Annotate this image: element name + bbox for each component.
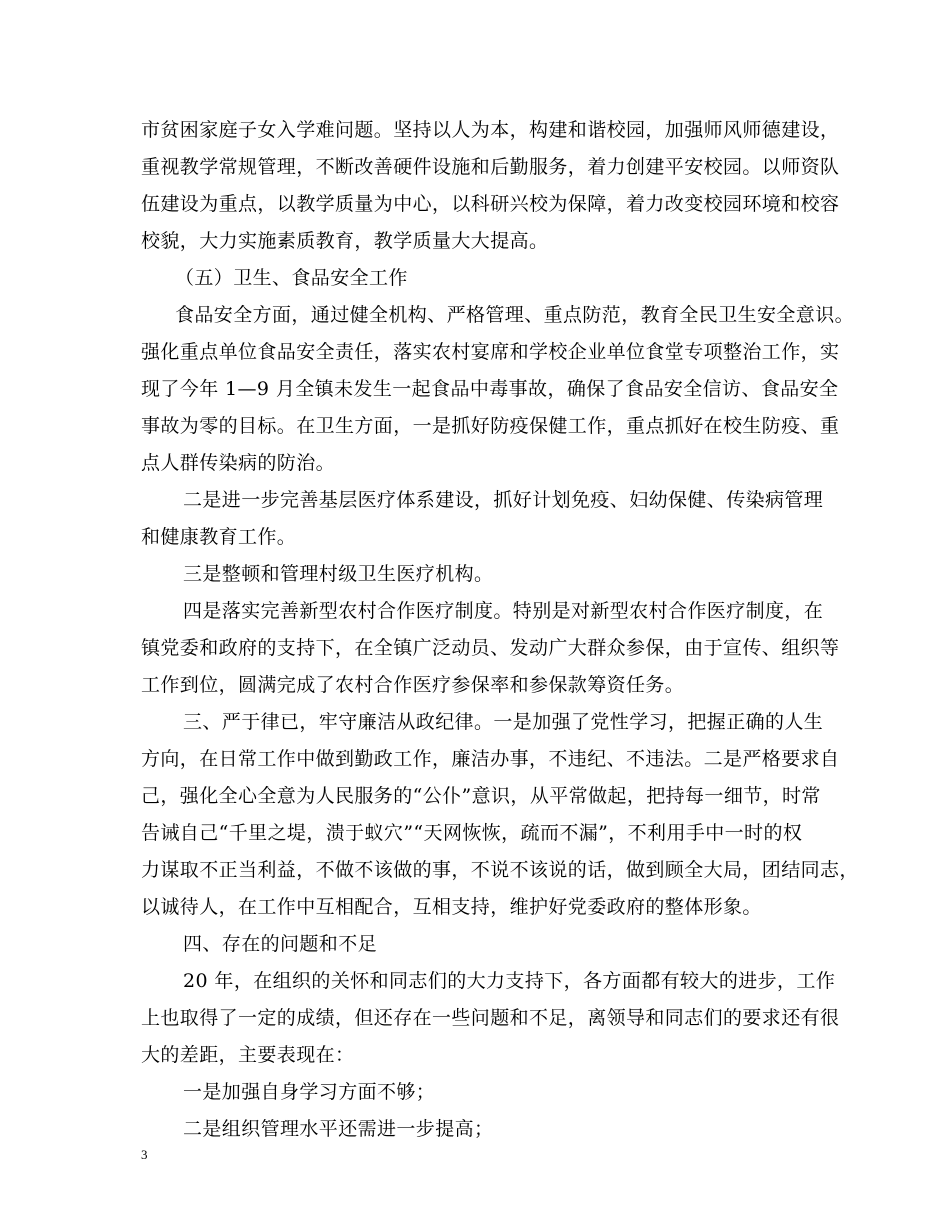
text-line: 三、严于律已，牢守廉洁从政纪律。一是加强了党性学习，把握正确的人生 — [183, 711, 824, 733]
text-line: 以诚待人，在工作中互相配合，互相支持，维护好党委政府的整体形象。 — [141, 896, 762, 918]
text-line: 强化重点单位食品安全责任，落实农村宴席和学校企业单位食堂专项整治工作，实 — [141, 341, 840, 363]
text-line: 力谋取不正当利益，不做不该做的事，不说不该说的话，做到顾全大局，团结同志， — [141, 859, 859, 881]
text-line: 己，强化全心全意为人民服务的“公仆”意识，从平常做起，把持每一细节，时常 — [141, 785, 821, 807]
text-line: 工作到位，圆满完成了农村合作医疗参保率和参保款筹资任务。 — [141, 674, 685, 696]
text-line: 二是组织管理水平还需进一步提高； — [183, 1118, 494, 1140]
text-line: 镇党委和政府的支持下，在全镇广泛动员、发动广大群众参保，由于宣传、组织等 — [141, 637, 840, 659]
section-heading: （五）卫生、食品安全工作 — [175, 267, 408, 289]
text-line: 上也取得了一定的成绩，但还存在一些问题和不足，离领导和同志们的要求还有很 — [141, 1007, 840, 1029]
text-line: 二是进一步完善基层医疗体系建设，抓好计划免疫、妇幼保健、传染病管理 — [183, 489, 824, 511]
text-line: 方向，在日常工作中做到勤政工作，廉洁办事，不违纪、不违法。二是严格要求自 — [141, 748, 840, 770]
text-line: 点人群传染病的防治。 — [141, 452, 336, 474]
text-line: 现了今年 1—9 月全镇未发生一起食品中毒事故，确保了食品安全信访、食品安全 — [141, 378, 839, 400]
text-line: 告诫自己“千里之堤，溃于蚁穴”“天网恢恢，疏而不漏”，不利用手中一时的权 — [141, 822, 803, 844]
text-line: 重视教学常规管理，不断改善硬件设施和后勤服务，着力创建平安校园。以师资队 — [141, 156, 840, 178]
text-line: 校貌，大力实施素质教育，教学质量大大提高。 — [141, 230, 549, 252]
text-line: 20 年，在组织的关怀和同志们的大力支持下，各方面都有较大的进步，工作 — [183, 970, 836, 992]
text-line: 市贫困家庭子女入学难问题。坚持以人为本，构建和谐校园，加强师风师德建设， — [141, 119, 840, 141]
text-line: 事故为零的目标。在卫生方面，一是抓好防疫保健工作，重点抓好在校生防疫、重 — [141, 415, 840, 437]
text-line: 食品安全方面，通过健全机构、严格管理、重点防范，教育全民卫生安全意识。 — [175, 304, 855, 326]
page-number: 3 — [141, 1147, 148, 1162]
text-line: 伍建设为重点，以教学质量为中心，以科研兴校为保障，着力改变校园环境和校容 — [141, 193, 840, 215]
text-line: 大的差距，主要表现在： — [141, 1044, 355, 1066]
text-line: 三是整顿和管理村级卫生医疗机构。 — [183, 563, 494, 585]
text-line: 一是加强自身学习方面不够； — [183, 1081, 436, 1103]
section-heading: 四、存在的问题和不足 — [183, 933, 378, 955]
text-line: 四是落实完善新型农村合作医疗制度。特别是对新型农村合作医疗制度，在 — [183, 600, 824, 622]
text-line: 和健康教育工作。 — [141, 526, 297, 548]
